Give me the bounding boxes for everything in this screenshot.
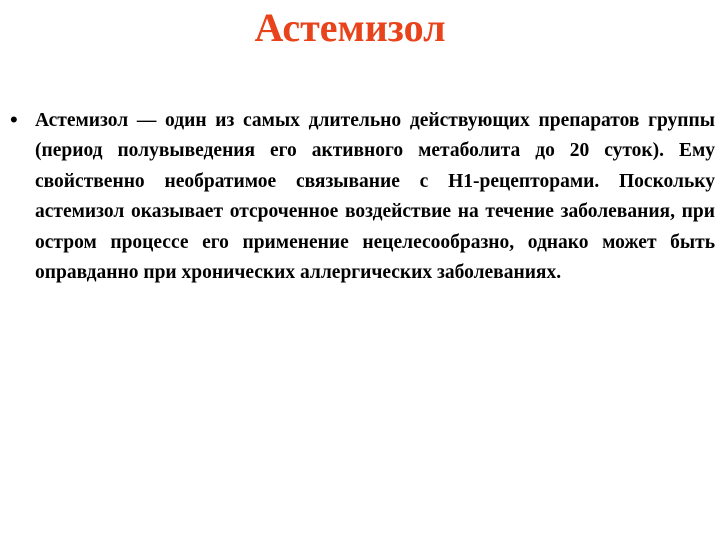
slide-title: Астемизол <box>254 5 446 50</box>
bullet-marker: • <box>10 107 18 132</box>
bullet-paragraph: Астемизол — один из самых длительно действующих препаратов группы (период полувыведения его активного метаболита до 20 суток). Ему свойственно необратимое связывание с H1-рецепторами. Поскольку астемизол оказывает отсроченное воздействие на течение заболевания, при остром процессе его применение нецелесообразно, однако может быть оправданно при хронических аллергических заболеваниях. <box>35 110 715 284</box>
